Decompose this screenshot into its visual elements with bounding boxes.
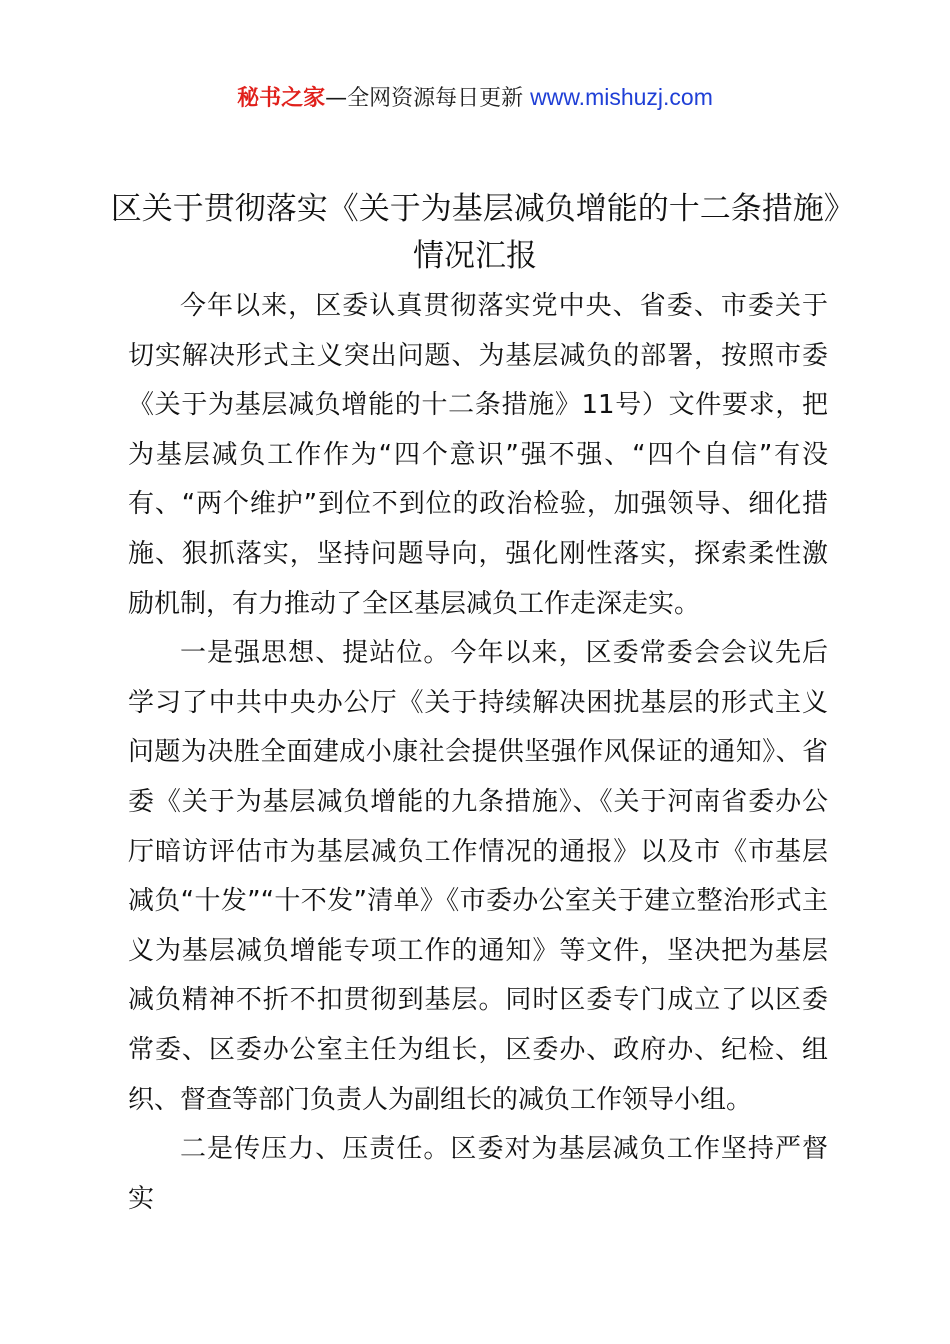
site-url-link[interactable]: www.mishuzj.com bbox=[530, 84, 713, 110]
site-brand: 秘书之家 bbox=[237, 86, 326, 111]
paragraph-second-measure: 二是传压力、压责任。区委对为基层减负工作坚持严督实 bbox=[128, 1134, 828, 1214]
document-body bbox=[128, 282, 828, 1224]
paragraph-intro: 今年以来，区委认真贯彻落实党中央、省委、市委关于切实解决形式主义突出问题、为基层减负的部署，按照市委《关于为基层减负增能的十二条措施》11号）文件要求，把为基层减负工作作为“四个意识”强不强、“四个自信”有没有、“两个维护”到位不到位的政治检验，加强领导、细化措施、狠抓落实，坚持问题导向，强化刚性落实，探索柔性激励机制，有力推动了全区基层减负工作走深走实。 bbox=[128, 291, 828, 619]
document-title: 区关于贯彻落实《关于为基层减负增能的十二条措施》情况汇报 bbox=[110, 191, 840, 274]
paragraph-first-measure: 一是强思想、提站位。今年以来，区委常委会会议先后学习了中共中央办公厅《关于持续解决困扰基层的形式主义问题为决胜全面建成小康社会提供坚强作风保证的通知》、省委《关于为基层减负增能的九条措施》、《关于河南省委办公厅暗访评估市为基层减负工作情况的通报》以及市《市基层减负“十发”“十不发”清单》《市委办公室关于建立整治形式主义为基层减负增能专项工作的通知》等文件，坚决把为基层减负精神不折不扣贯彻到基层。同时区委专门成立了以区委常委、区委办公室主任为组长，区委办、政府办、纪检、组织、督查等部门负责人为副组长的减负工作领导小组。 bbox=[128, 638, 828, 1115]
site-header bbox=[0, 80, 950, 116]
site-tagline: —全网资源每日更新 bbox=[325, 86, 531, 111]
